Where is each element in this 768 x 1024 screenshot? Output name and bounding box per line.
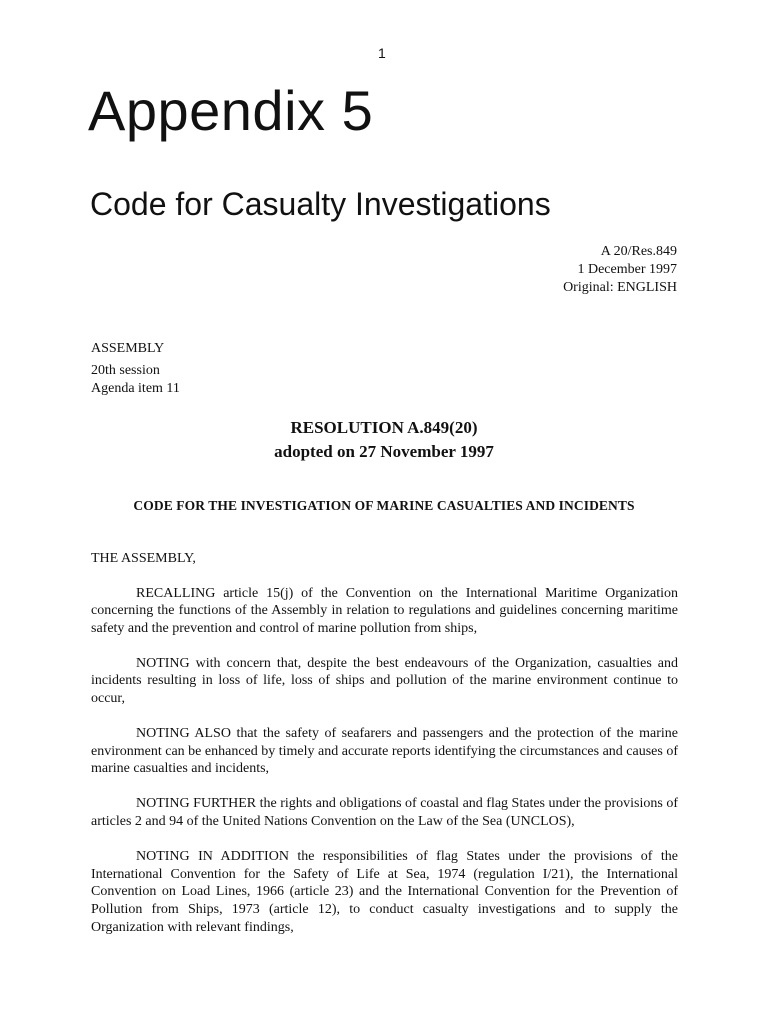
assembly-label: ASSEMBLY [91, 341, 165, 356]
paragraph-noting-in-addition: NOTING IN ADDITION the responsibilities of flag States under the provisions of the International Convention for the Safety of Life at Sea, 1974 (regulation I/21), the International Convention on Load Lines, 1966 (article 23) and the International Convention for the Prevention of Pollution from Ships, 1973 (article 12), to conduct casualty investigations and to supply the Organization with relevant findings, [91, 849, 678, 935]
original-language: Original: ENGLISH [563, 280, 677, 295]
appendix-title: Appendix 5 [88, 79, 374, 142]
session-label: 20th session [91, 363, 160, 378]
body-text [91, 550, 678, 954]
paragraph-noting-also: NOTING ALSO that the safety of seafarers and passengers and the protection of the marine environment can be enhanced by timely and accurate reports identifying the circumstances and causes of marine casualties and incidents, [91, 726, 678, 777]
document-date: 1 December 1997 [577, 262, 677, 277]
code-heading: CODE FOR THE INVESTIGATION OF MARINE CASUALTIES AND INCIDENTS [133, 498, 635, 513]
adoption-date: adopted on 27 November 1997 [274, 442, 494, 461]
document-subtitle: Code for Casualty Investigations [90, 186, 551, 222]
document-number: A 20/Res.849 [600, 244, 677, 259]
paragraph-noting-further: NOTING FURTHER the rights and obligations of coastal and flag States under the provisions of articles 2 and 94 of the United Nations Convention on the Law of the Sea (UNCLOS), [91, 796, 678, 830]
assembly-block [91, 340, 180, 398]
paragraph-recalling: RECALLING article 15(j) of the Convention on the International Maritime Organization concerning the functions of the Assembly in relation to regulations and guidelines concerning maritime safety and the prevention and control of marine pollution from ships, [91, 585, 678, 636]
page-number: 1 [378, 45, 386, 61]
paragraph-noting: NOTING with concern that, despite the best endeavours of the Organization, casualties and incidents resulting in loss of life, loss of ships and pollution of the marine environment continue to occur, [91, 655, 678, 707]
opening-line: THE ASSEMBLY, [91, 551, 196, 566]
resolution-title: RESOLUTION A.849(20) [290, 418, 478, 437]
agenda-item-label: Agenda item 11 [91, 381, 180, 396]
reference-block [563, 243, 677, 297]
resolution-heading [0, 416, 768, 464]
